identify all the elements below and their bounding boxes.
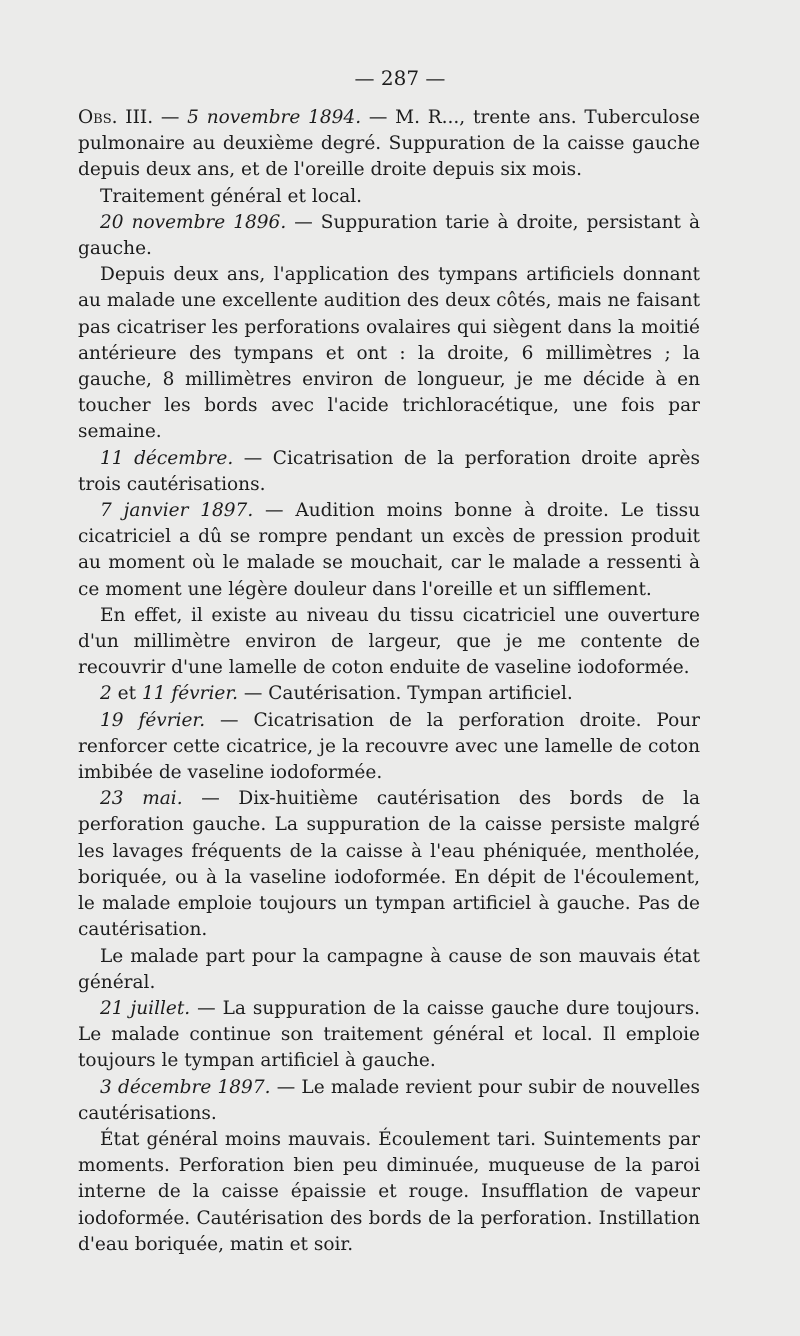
paragraph: 20 novembre 1896. — Suppuration tarie à droite, persistant à gauche. bbox=[78, 211, 700, 260]
paragraph: 19 février. — Cicatrisation de la perforation droite. Pour renforcer cette cicatrice, je la recouvre avec une lamelle de coton imbibée de vaseline iodoformée. bbox=[78, 709, 700, 784]
date: 2 bbox=[100, 683, 112, 705]
paragraph: 21 juillet. — La suppuration de la caisse gauche dure toujours. Le malade continue son traitement général et local. Il emploie toujours le tympan artificiel à gauche. bbox=[78, 997, 700, 1072]
paragraph: 23 mai. — Dix-huitième cautérisation des bords de la perforation gauche. La suppuration de la caisse persiste malgré les lavages fréquents de la caisse à l'eau phéniquée, mentholée, boriquée, ou à la vaseline iodoformée. En dépit de l'écoulement, le malade emploie toujours un tympan artificiel à gauche. Pas de cautérisation. bbox=[78, 788, 700, 941]
date: 11 février. bbox=[141, 683, 239, 705]
paragraph: 11 décembre. — Cicatrisation de la perforation droite après trois cautérisations. bbox=[78, 447, 700, 495]
date: 7 janvier 1897. bbox=[100, 500, 254, 522]
paragraph: Depuis deux ans, l'application des tympans artificiels donnant au malade une excellente audition des deux côtés, mais ne faisant pas cicatriser les perforations ovalaires qui siègent dans la moitié antérieure des tympans et ont : la droite, 6 millimètres ; la gauche, 8 millimètres environ de longueur, je me décide à en toucher les bords avec l'acide trichloracétique, une fois par semaine. bbox=[78, 264, 700, 443]
date: 20 novembre 1896. bbox=[100, 211, 287, 233]
paragraph-obs-3: Obs. III. — 5 novembre 1894. — M. R..., trente ans. Tuberculose pulmonaire au deuxième degré. Suppuration de la caisse gauche depuis deux ans, et de l'oreille droite depuis six mois. bbox=[78, 107, 701, 181]
paragraph: État général moins mauvais. Écoulement tari. Suintements par moments. Perforation bien peu diminuée, muqueuse de la paroi interne de la caisse épaissie et rouge. Insufflation de vapeur iodoformée. Cautérisation des bords de la perforation. Instillation d'eau boriquée, matin et soir. bbox=[78, 1128, 700, 1255]
paragraph: 2 et 11 février. — Cautérisation. Tympan artificiel. bbox=[100, 683, 573, 705]
page-number: — 287 — bbox=[354, 66, 446, 90]
paragraph: 3 décembre 1897. — Le malade revient pour subir de nouvelles cautérisations. bbox=[78, 1076, 700, 1124]
date: 19 février. bbox=[100, 709, 206, 731]
date: 3 décembre 1897. bbox=[100, 1076, 271, 1098]
date: 11 décembre. bbox=[100, 447, 234, 469]
paragraph: Le malade part pour la campagne à cause de son mauvais état général. bbox=[78, 945, 700, 993]
date: 21 juillet. bbox=[100, 997, 191, 1019]
obs-label: Obs. bbox=[78, 107, 118, 128]
date: 5 novembre 1894. bbox=[187, 107, 362, 128]
paragraph: En effet, il existe au niveau du tissu cicatriciel une ouverture d'un millimètre environ de largeur, que je me contente de recouvrir d'une lamelle de coton enduite de vaseline iodoformée. bbox=[78, 604, 700, 679]
date: 23 mai. bbox=[100, 788, 183, 810]
paragraph: Traitement général et local. bbox=[100, 185, 363, 207]
paragraph: 7 janvier 1897. — Audition moins bonne à droite. Le tissu cicatriciel a dû se rompre pendant un excès de pression produit au moment où le malade se mouchait, car le malade a ressenti à ce moment une légère douleur dans l'oreille et un sifflement. bbox=[78, 500, 700, 600]
body-text bbox=[78, 105, 700, 1258]
